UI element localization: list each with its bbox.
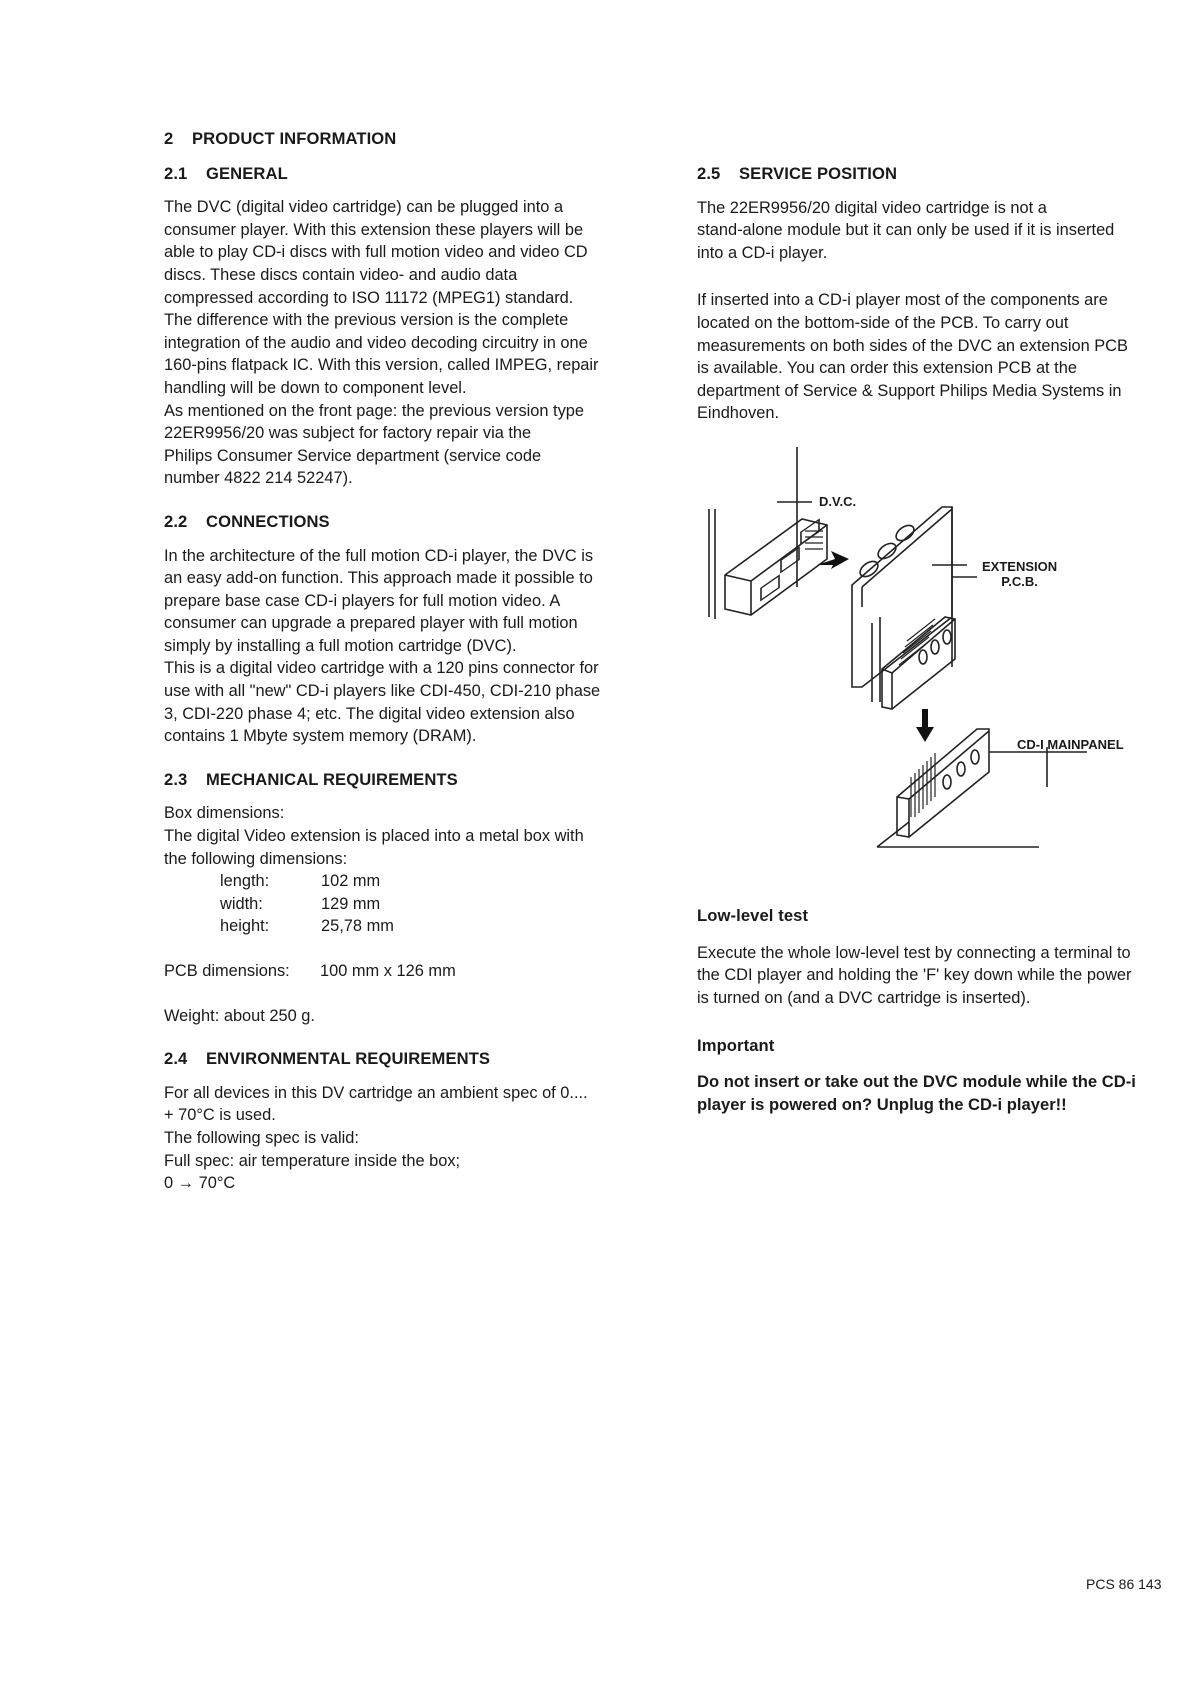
pcb-dimensions [164,960,644,983]
text-line: able to play CD-i discs with full motion video and video CD [164,243,588,262]
text-line: + 70°C is used. [164,1106,276,1125]
text-line: the following dimensions: [164,849,348,868]
text-line: In the architecture of the full motion CD-i player, the DVC is [164,546,594,565]
lowlevel-heading: Low-level test [697,905,809,925]
important-text [697,1070,1167,1116]
chapter-title: PRODUCT INFORMATION [192,129,397,148]
text-line: As mentioned on the front page: the previous version type [164,401,585,420]
text-line: player is powered on? Unplug the CD-i player!! [697,1094,1067,1114]
section-title: GENERAL [206,163,288,183]
text-line: into a CD-i player. [697,243,828,262]
text-line: 0 → 70°C [164,1174,236,1193]
text-line: an easy add-on function. This approach made it possible to [164,569,593,588]
text-line: handling will be down to component level. [164,378,467,397]
text-line: Eindhoven. [697,404,780,423]
section-heading [164,1048,644,1071]
text-line: 22ER9956/20 was subject for factory repair via the [164,424,532,443]
label-mainpanel: CD-I MAINPANEL [1017,736,1124,752]
label-extension: EXTENSION [982,558,1058,574]
text-line: the CDI player and holding the 'F' key down while the power [697,966,1132,985]
section-heading [164,163,644,186]
text-line: 160-pins flatpack IC. With this version, called IMPEG, repair [164,356,599,375]
text-line: Full spec: air temperature inside the box; [164,1151,461,1170]
dim-value: 102 mm [321,872,381,891]
text-line: The difference with the previous version is the complete [164,311,569,330]
text-line: simply by installing a full motion cartridge (DVC). [164,636,517,655]
text-line: discs. These discs contain video- and audio data [164,265,518,284]
section-title: MECHANICAL REQUIREMENTS [206,769,458,789]
text-line: 3, CDI-220 phase 4; etc. The digital video extension also [164,704,575,723]
text-line: If inserted into a CD-i player most of the components are [697,291,1108,310]
chapter-number: 2 [164,129,174,148]
section-environmental [164,1048,644,1195]
text-line: stand-alone module but it can only be used if it is inserted [697,221,1115,240]
lowlevel-text [697,942,1167,1010]
section-number: 2.5 [697,164,721,183]
section-title: SERVICE POSITION [739,164,898,183]
text-line: The DVC (digital video cartridge) can be plugged into a [164,198,564,217]
section-number: 2.1 [164,163,188,183]
chapter-heading [164,128,644,151]
section-number: 2.4 [164,1049,188,1069]
text-line: use with all "new" CD-i players like CDI-450, CDI-210 phase [164,682,601,701]
pcb-value: 100 mm x 126 mm [320,962,456,980]
service-position-diagram [677,447,1137,877]
text-line: measurements on both sides of the DVC an extension PCB [697,336,1128,355]
text-line: This is a digital video cartridge with a 120 pins connector for [164,659,599,678]
text-line: is available. You can order this extension PCB at the [697,359,1077,378]
text-line: department of Service & Support Philips Media Systems in [697,381,1122,400]
text-line: Philips Consumer Service department (service code [164,446,542,465]
dim-label: height: [220,917,270,936]
section-number: 2.2 [164,511,188,531]
dim-value: 129 mm [321,894,381,913]
diagram-drawing [677,447,1137,877]
section-number: 2.3 [164,769,188,789]
dim-label: width: [220,894,263,913]
dimensions-table [220,870,394,938]
dim-value: 25,78 mm [321,917,394,936]
text-line: The following spec is valid: [164,1128,359,1147]
text-line: consumer player. With this extension these players will be [164,220,584,239]
right-column [697,163,1167,1116]
text-line: The digital Video extension is placed into a metal box with [164,827,584,846]
weight-text: Weight: about 250 g. [164,1006,315,1025]
text-line: located on the bottom-side of the PCB. To carry out [697,313,1069,332]
section-connections [164,511,644,748]
pcb-label: PCB dimensions: [164,962,290,980]
section-heading [164,511,644,534]
service-para-1 [697,197,1167,265]
table-row [220,893,394,916]
connections-text [164,545,644,748]
text-line: integration of the audio and video decoding circuitry in one [164,333,588,352]
service-para-2 [697,289,1167,425]
important-heading: Important [697,1036,775,1056]
left-column [164,128,644,1216]
text-line: For all devices in this DV cartridge an ambient spec of 0.... [164,1083,588,1102]
text-line: consumer can upgrade a prepared player with full motion [164,614,578,633]
text-line: prepare base case CD-i players for full motion video. A [164,591,561,610]
dim-label: length: [220,872,270,891]
text-line: Do not insert or take out the DVC module while the CD-i [697,1071,1136,1091]
section-heading [697,163,1167,186]
section-general [164,163,644,490]
text-line: The 22ER9956/20 digital video cartridge is not a [697,198,1047,217]
text-line: contains 1 Mbyte system memory (DRAM). [164,727,477,746]
section-heading [164,769,644,792]
table-row [220,915,394,938]
text-line: compressed according to ISO 11172 (MPEG1) standard. [164,288,574,307]
section-title: CONNECTIONS [206,511,330,531]
section-mechanical [164,769,644,1027]
general-text [164,196,644,490]
label-dvc: D.V.C. [819,493,857,509]
text-line: number 4822 214 52247). [164,469,353,488]
page-code: PCS 86 143 [1086,1576,1162,1592]
text-line: Box dimensions: [164,804,285,823]
label-extension-pcb [982,559,1057,589]
section-title: ENVIRONMENTAL REQUIREMENTS [206,1049,491,1069]
label-pcb: P.C.B. [1001,573,1038,589]
text-line: is turned on (and a DVC cartridge is inserted). [697,988,1031,1007]
table-row [220,870,394,893]
text-line: Execute the whole low-level test by connecting a terminal to [697,943,1131,962]
